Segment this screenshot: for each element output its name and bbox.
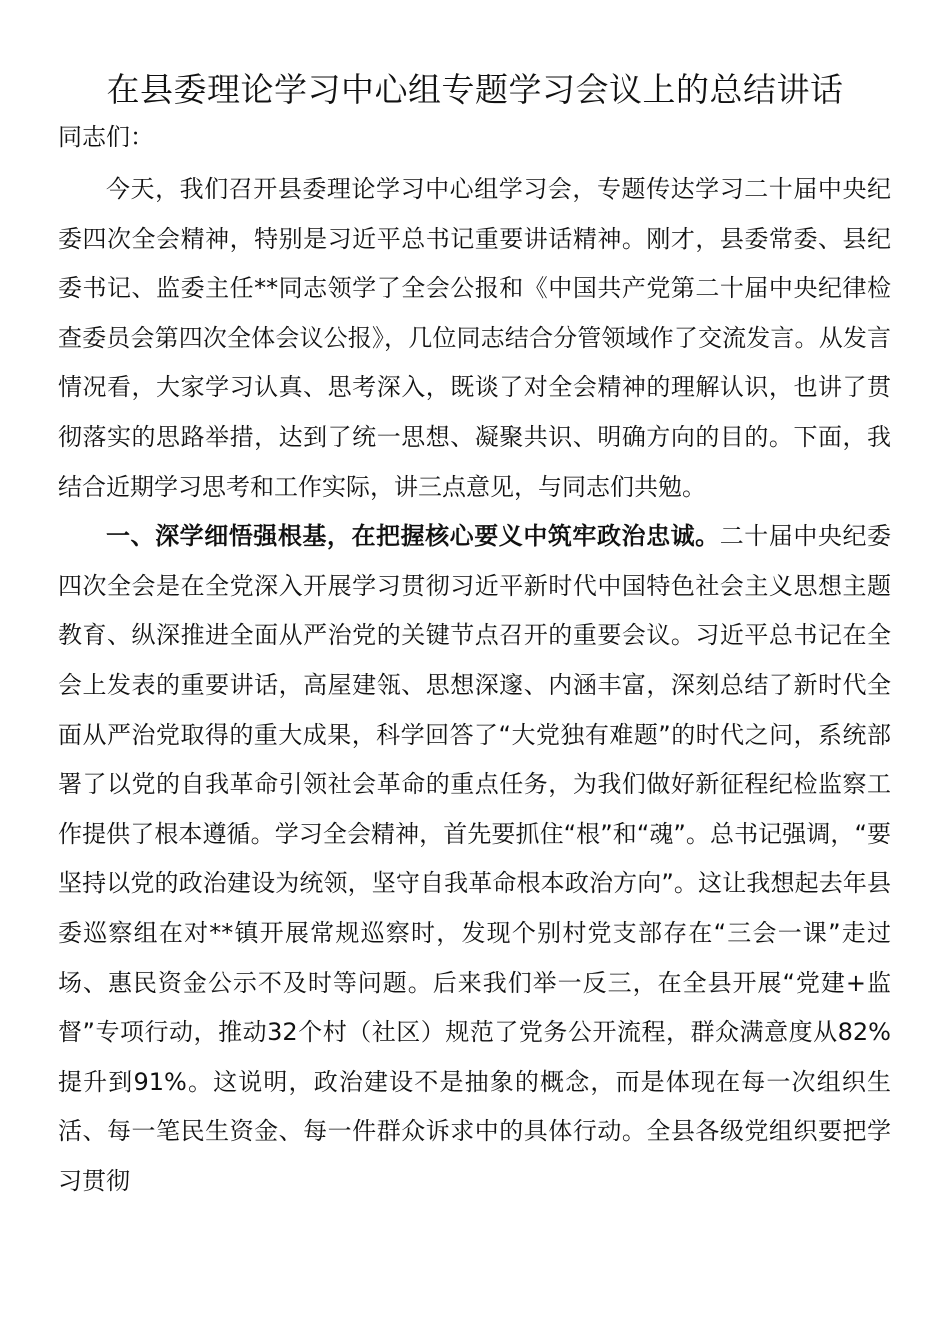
- paragraph-opening: 今天，我们召开县委理论学习中心组学习会，专题传达学习二十届中央纪委四次全会精神，特别是习近平总书记重要讲话精神。刚才，县委常委、县纪委书记、监委主任**同志领学了全会公报和《中国共产党第二十届中央纪律检查委员会第四次全体会议公报》，几位同志结合分管领域作了交流发言。从发言情况看，大家学习认真、思考深入，既谈了对全会精神的理解认识，也讲了贯彻落实的思路举措，达到了统一思想、凝聚共识、明确方向的目的。下面，我结合近期学习思考和工作实际，讲三点意见，与同志们共勉。: [58, 175, 891, 501]
- section-1-body: 二十届中央纪委四次全会是在全党深入开展学习贯彻习近平新时代中国特色社会主义思想主题教育、纵深推进全面从严治党的关键节点召开的重要会议。习近平总书记在全会上发表的重要讲话，高屋建瓴、思想深邃、内涵丰富，深刻总结了新时代全面从严治党取得的重大成果，科学回答了“大党独有难题”的时代之问，系统部署了以党的自我革命引领社会革命的重点任务，为我们做好新征程纪检监察工作提供了根本遵循。学习全会精神，首先要抓住“根”和“魂”。总书记强调，“要坚持以党的政治建设为统领，坚守自我革命根本政治方向”。这让我想起去年县委巡察组在对**镇开展常规巡察时，发现个别村党支部存在“三会一课”走过场、惠民资金公示不及时等问题。后来我们举一反三，在全县开展“党建+监督”专项行动，推动32个村（社区）规范了党务公开流程，群众满意度从82%提升到91%。这说明，政治建设不是抽象的概念，而是体现在每一次组织生活、每一笔民生资金、每一件群众诉求中的具体行动。全县各级党组织要把学习贯彻: [58, 522, 892, 1195]
- document-title: 在县委理论学习中心组专题学习会议上的总结讲话: [106, 70, 844, 109]
- section-1-heading: 一、深学细悟强根基，在把握核心要义中筑牢政治忠诚。: [106, 522, 720, 551]
- greeting: 同志们：: [58, 123, 154, 151]
- paragraph-section-1: [58, 512, 891, 1206]
- document-body: [58, 165, 891, 1206]
